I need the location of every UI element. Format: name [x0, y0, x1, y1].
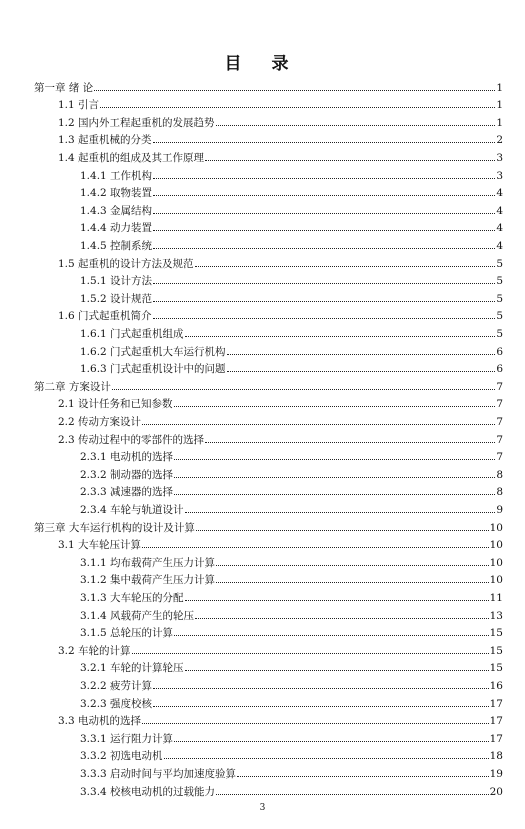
toc-entry-label: 3.1.5 总轮压的计算 — [80, 627, 174, 640]
toc-entry-page: 10 — [489, 556, 503, 569]
dot-leader — [153, 142, 496, 143]
toc-subsection-entry[interactable] — [80, 780, 503, 798]
dot-leader — [185, 512, 496, 513]
dot-leader — [142, 547, 489, 548]
toc-subsection-entry[interactable] — [80, 234, 503, 252]
toc-entry-page: 10 — [489, 539, 503, 552]
toc-entry-label: 3.2 车轮的计算 — [58, 644, 131, 657]
toc-subsection-entry[interactable] — [80, 481, 503, 499]
toc-entry-label: 1.4.4 动力装置 — [80, 222, 153, 235]
dot-leader — [132, 653, 489, 654]
toc-subsection-entry[interactable] — [80, 199, 503, 217]
toc-subsection-entry[interactable] — [80, 498, 503, 516]
toc-entry-label: 3.1.2 集中载荷产生压力计算 — [80, 574, 216, 587]
toc-section-entry[interactable] — [58, 393, 503, 411]
toc-subsection-entry[interactable] — [80, 182, 503, 200]
toc-entry-page: 17 — [489, 732, 503, 745]
dot-leader — [174, 494, 495, 495]
toc-entry-page: 4 — [496, 222, 503, 235]
dot-leader — [195, 618, 489, 619]
toc-entry-page: 7 — [496, 380, 503, 393]
toc-entry-label: 1.2 国内外工程起重机的发展趋势 — [58, 116, 215, 129]
dot-leader — [216, 125, 496, 126]
toc-entry-page: 17 — [489, 697, 503, 710]
dot-leader — [153, 301, 495, 302]
dot-leader — [164, 758, 489, 759]
toc-section-entry[interactable] — [58, 252, 503, 270]
toc-subsection-entry[interactable] — [80, 586, 503, 604]
toc-entry-page: 1 — [496, 99, 503, 112]
toc-entry-label: 3.3.4 校核电动机的过载能力 — [80, 785, 216, 798]
toc-chapter-entry[interactable] — [34, 76, 503, 94]
toc-subsection-entry[interactable] — [80, 340, 503, 358]
dot-leader — [237, 776, 489, 777]
toc-entry-page: 5 — [496, 327, 503, 340]
toc-subsection-entry[interactable] — [80, 358, 503, 376]
toc-entry-label: 1.4.2 取物装置 — [80, 187, 153, 200]
toc-entry-page: 5 — [496, 257, 503, 270]
toc-chapter-entry[interactable] — [34, 516, 503, 534]
dot-leader — [227, 371, 496, 372]
dot-leader — [142, 424, 495, 425]
toc-entry-page: 5 — [496, 275, 503, 288]
dot-leader — [174, 477, 495, 478]
toc-entry-page: 18 — [489, 750, 503, 763]
toc-entry-label: 2.3.3 减速器的选择 — [80, 486, 174, 499]
toc-entry-label: 1.4.5 控制系统 — [80, 239, 153, 252]
dot-leader — [142, 723, 489, 724]
toc-subsection-entry[interactable] — [80, 604, 503, 622]
toc-entry-page: 4 — [496, 187, 503, 200]
toc-entry-page: 20 — [489, 785, 503, 798]
toc-entry-label: 1.4.3 金属结构 — [80, 204, 153, 217]
toc-section-entry[interactable] — [58, 305, 503, 323]
toc-entry-page: 4 — [496, 204, 503, 217]
dot-leader — [153, 688, 489, 689]
toc-entry-page: 9 — [496, 503, 503, 516]
toc-entry-page: 3 — [496, 169, 503, 182]
toc-entry-label: 1.5.2 设计规范 — [80, 292, 153, 305]
dot-leader — [153, 248, 495, 249]
dot-leader — [174, 406, 496, 407]
toc-entry-label: 1.3 起重机械的分类 — [58, 134, 152, 147]
toc-entry-label: 第二章 方案设计 — [34, 380, 111, 393]
toc-section-entry[interactable] — [58, 111, 503, 129]
toc-entry-label: 2.3.1 电动机的选择 — [80, 451, 174, 464]
toc-section-entry[interactable] — [58, 428, 503, 446]
toc-entry-label: 第一章 绪 论 — [34, 81, 94, 94]
toc-entry-page: 8 — [496, 468, 503, 481]
toc-entry-page: 15 — [489, 662, 503, 675]
dot-leader — [153, 283, 495, 284]
dot-leader — [174, 635, 489, 636]
dot-leader — [185, 336, 496, 337]
toc-entry-label: 3.3.2 初选电动机 — [80, 750, 163, 763]
toc-subsection-entry[interactable] — [80, 551, 503, 569]
toc-entry-page: 3 — [496, 151, 503, 164]
toc-entry-page: 7 — [496, 415, 503, 428]
toc-entry-page: 2 — [496, 134, 503, 147]
toc-section-entry[interactable] — [58, 410, 503, 428]
toc-entry-page: 17 — [489, 715, 503, 728]
toc-entry-page: 5 — [496, 292, 503, 305]
toc-entry-label: 3.3.1 运行阻力计算 — [80, 732, 174, 745]
toc-entry-page: 13 — [489, 609, 503, 622]
toc-section-entry[interactable] — [58, 639, 503, 657]
toc-entry-page: 15 — [489, 627, 503, 640]
page-title: 目 录 — [224, 54, 301, 74]
dot-leader — [205, 442, 495, 443]
dot-leader — [227, 354, 496, 355]
toc-entry-page: 10 — [489, 574, 503, 587]
toc-entry-label: 1.6 门式起重机简介 — [58, 310, 152, 323]
page-number: 3 — [259, 803, 266, 813]
toc-entry-page: 16 — [489, 679, 503, 692]
toc-section-entry[interactable] — [58, 94, 503, 112]
toc-entry-label: 2.3 传动过程中的零部件的选择 — [58, 433, 205, 446]
toc-entry-label: 3.2.1 车轮的计算轮压 — [80, 662, 184, 675]
dot-leader — [185, 600, 489, 601]
toc-entry-label: 3.1.3 大车轮压的分配 — [80, 591, 184, 604]
toc-entry-label: 2.1 设计任务和已知参数 — [58, 398, 173, 411]
toc-entry-page: 7 — [496, 433, 503, 446]
toc-subsection-entry[interactable] — [80, 287, 503, 305]
toc-entry-page: 10 — [489, 521, 503, 534]
toc-entry-page: 1 — [496, 116, 503, 129]
toc-entry-page: 11 — [489, 591, 503, 604]
toc-entry-label: 2.2 传动方案设计 — [58, 415, 142, 428]
toc-entry-label: 1.6.3 门式起重机设计中的问题 — [80, 363, 226, 376]
toc-entry-label: 1.6.2 门式起重机大车运行机构 — [80, 345, 226, 358]
dot-leader — [216, 582, 489, 583]
dot-leader — [153, 318, 496, 319]
dot-leader — [174, 741, 489, 742]
dot-leader — [153, 706, 489, 707]
toc-entry-page: 19 — [489, 767, 503, 780]
toc-entry-label: 第三章 大车运行机构的设计及计算 — [34, 521, 195, 534]
toc-entry-page: 6 — [496, 363, 503, 376]
dot-leader — [100, 107, 495, 108]
toc-entry-label: 2.3.4 车轮与轨道设计 — [80, 503, 184, 516]
toc-subsection-entry[interactable] — [80, 657, 503, 675]
dot-leader — [94, 90, 495, 91]
toc-section-entry[interactable] — [58, 129, 503, 147]
toc-entry-label: 1.6.1 门式起重机组成 — [80, 327, 184, 340]
toc-subsection-entry[interactable] — [80, 674, 503, 692]
dot-leader — [153, 230, 495, 231]
toc-subsection-entry[interactable] — [80, 164, 503, 182]
toc-entry-label: 3.3 电动机的选择 — [58, 715, 142, 728]
toc-entry-label: 1.4.1 工作机构 — [80, 169, 153, 182]
toc-subsection-entry[interactable] — [80, 727, 503, 745]
dot-leader — [112, 389, 495, 390]
toc-entry-label: 3.2.2 疲劳计算 — [80, 679, 153, 692]
toc-entry-label: 1.1 引言 — [58, 99, 100, 112]
dot-leader — [205, 160, 495, 161]
toc-subsection-entry[interactable] — [80, 762, 503, 780]
dot-leader — [195, 266, 496, 267]
dot-leader — [196, 530, 489, 531]
toc-entry-page: 5 — [496, 310, 503, 323]
toc-subsection-entry[interactable] — [80, 569, 503, 587]
toc-entry-label: 1.4 起重机的组成及其工作原理 — [58, 151, 205, 164]
dot-leader — [153, 195, 495, 196]
dot-leader — [174, 459, 495, 460]
dot-leader — [216, 794, 489, 795]
toc-entry-label: 1.5.1 设计方法 — [80, 275, 153, 288]
dot-leader — [185, 670, 489, 671]
toc-subsection-entry[interactable] — [80, 217, 503, 235]
toc-subsection-entry[interactable] — [80, 745, 503, 763]
toc-entry-page: 1 — [496, 81, 503, 94]
toc-subsection-entry[interactable] — [80, 622, 503, 640]
toc-entry-page: 8 — [496, 486, 503, 499]
toc-entry-label: 3.2.3 强度校核 — [80, 697, 153, 710]
toc-subsection-entry[interactable] — [80, 692, 503, 710]
toc-subsection-entry[interactable] — [80, 446, 503, 464]
toc-entry-label: 2.3.2 制动器的选择 — [80, 468, 174, 481]
toc-entry-label: 1.5 起重机的设计方法及规范 — [58, 257, 194, 270]
toc-entry-page: 6 — [496, 345, 503, 358]
toc-section-entry[interactable] — [58, 146, 503, 164]
dot-leader — [153, 178, 495, 179]
toc-entry-page: 4 — [496, 239, 503, 252]
toc-entry-label: 3.3.3 启动时间与平均加速度验算 — [80, 767, 237, 780]
toc-chapter-entry[interactable] — [34, 375, 503, 393]
toc-entry-page: 7 — [496, 451, 503, 464]
dot-leader — [216, 565, 489, 566]
toc-section-entry[interactable] — [58, 710, 503, 728]
toc-entry-label: 3.1.1 均布载荷产生压力计算 — [80, 556, 216, 569]
toc-subsection-entry[interactable] — [80, 270, 503, 288]
toc-entry-page: 7 — [496, 398, 503, 411]
toc-entry-label: 3.1.4 风载荷产生的轮压 — [80, 609, 195, 622]
dot-leader — [153, 213, 495, 214]
toc-subsection-entry[interactable] — [80, 322, 503, 340]
toc-subsection-entry[interactable] — [80, 463, 503, 481]
toc-entry-page: 15 — [489, 644, 503, 657]
toc-entry-label: 3.1 大车轮压计算 — [58, 539, 142, 552]
toc-section-entry[interactable] — [58, 534, 503, 552]
